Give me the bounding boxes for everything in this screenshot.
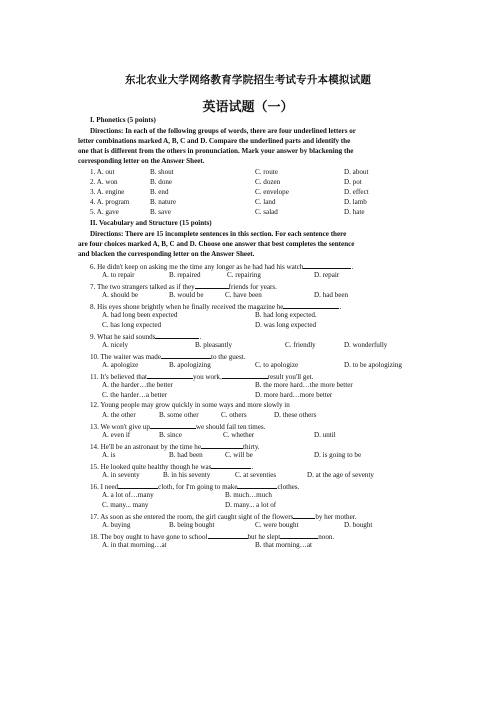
question-text: by her mother. <box>315 513 357 521</box>
question-text: 13. We won't give up <box>90 423 150 431</box>
phonetics-directions-line: Directions: In each of the following groups of words, there are four underlined letters or <box>90 127 356 135</box>
option-d: D. lamb <box>344 198 367 206</box>
option-b: B. being bought <box>169 521 215 529</box>
question-text: 15. He looked quite healthy though he was <box>90 463 212 471</box>
option-d: D. at the age of seventy <box>307 471 374 479</box>
option-d: D. many... a lot of <box>225 501 277 509</box>
option-b: B. since <box>159 431 182 439</box>
option-c: C. will be <box>225 451 253 459</box>
answer-blank <box>237 481 277 489</box>
option-b: B. in his seventy <box>163 471 211 479</box>
vocab-directions-line: are four choices marked A, B, C and D. Choose one answer that best completes the sentence <box>78 240 355 248</box>
option-c: C. whether <box>223 431 255 439</box>
answer-blank <box>283 301 342 311</box>
option-b: B. done <box>150 178 173 186</box>
question-12: 12. Young people may grow quickly in some ways and more slowly in <box>90 401 290 409</box>
question-text: to the guest. <box>210 353 246 361</box>
question-text: . <box>339 303 342 311</box>
option-d: D. is going to be <box>314 451 362 459</box>
option-c: C. has long expected <box>102 321 162 329</box>
option-d: D. repair <box>314 271 340 279</box>
option-d: D. these others <box>274 411 317 419</box>
answer-blank <box>211 461 254 471</box>
question-text: but he slept <box>247 533 281 541</box>
option-b: B. save <box>150 208 171 216</box>
question-text: 8. His eyes shone brightly when he finally received the magazine he <box>90 303 284 311</box>
section-phonetics-heading: I. Phonetics (5 points) <box>90 116 156 124</box>
option-c: C. at seventies <box>235 471 277 479</box>
option-b: B. repaired <box>169 271 201 279</box>
option-c: C. others <box>221 411 247 419</box>
option-c: C. to apologize <box>255 361 299 369</box>
question-text: you work, <box>192 373 222 381</box>
answer-blank <box>201 441 243 449</box>
option-b: B. apologizing <box>169 361 211 369</box>
option-a: A. the harder…the better <box>102 381 173 389</box>
answer-blank <box>195 281 229 289</box>
question-text: friends for years. <box>228 283 277 291</box>
question-text: 11. It's believed that <box>90 373 147 381</box>
answer-blank <box>155 331 202 341</box>
question-text: 10. The waiter was made <box>90 353 161 361</box>
question-text: . <box>199 333 202 341</box>
answer-blank <box>150 421 196 429</box>
option-a: A. apologize <box>102 361 139 369</box>
option-d: D. more hard…more better <box>255 391 333 399</box>
option-a: 5. A. gave <box>90 208 119 216</box>
option-b: B. had been <box>169 451 203 459</box>
option-b: B. end <box>150 188 169 196</box>
option-b: B. would be <box>169 291 204 299</box>
option-c: C. envelope <box>255 188 289 196</box>
option-d: D. pot <box>344 178 362 186</box>
option-a: A. in that morning…at <box>102 541 167 549</box>
option-d: D. to be apologizing <box>344 361 402 369</box>
question-text: 9. What he said sounds <box>90 333 156 341</box>
option-b: B. some other <box>159 411 199 419</box>
question-text: 18. The boy ought to have gone to school <box>90 533 208 541</box>
option-a: A. in seventy <box>102 471 140 479</box>
phonetics-directions-line: letter combinations marked A, B, C and D. Compare the underlined parts and identify the <box>78 137 351 145</box>
option-a: A. buying <box>102 521 131 529</box>
phonetics-directions-line: corresponding letter on the Answer Sheet. <box>78 157 205 165</box>
question-text: result you'll get. <box>267 373 314 381</box>
vocab-directions-line: and blacken the corresponding letter on the Answer Sheet. <box>78 250 255 258</box>
option-a: 1. A. out <box>90 168 115 176</box>
option-d: D. hate <box>344 208 365 216</box>
question-text: 7. The two strangers talked as if they <box>90 283 195 291</box>
option-a: A. is <box>102 451 116 459</box>
question-text: noon. <box>318 533 335 541</box>
option-c: C. were bought <box>255 521 299 529</box>
option-b: B. much…much <box>225 491 272 499</box>
option-c: C. salad <box>255 208 278 216</box>
exam-subtitle: 英语试题（一） <box>202 99 294 114</box>
exam-title: 东北农业大学网络教育学院招生考试专升本模拟试题 <box>124 75 372 86</box>
question-text: 16. I need <box>90 483 119 491</box>
question-14 <box>78 441 442 452</box>
option-d: D. effect <box>344 188 369 196</box>
question-text: clothes. <box>277 483 300 491</box>
option-c: C. friendly <box>285 341 316 349</box>
phonetics-directions-line: one that is different from the others in pronunciation. Mark your answer by blackening the <box>78 147 354 155</box>
option-a: A. should be <box>102 291 139 299</box>
question-text: thirty. <box>243 443 260 451</box>
option-c: C. dozen <box>255 178 281 186</box>
option-b: B. shout <box>150 168 174 176</box>
answer-blank <box>161 351 211 359</box>
answer-blank <box>222 371 268 379</box>
option-a: A. a lot of…many <box>102 491 154 499</box>
option-c: C. repairing <box>227 271 261 279</box>
option-a: A. had long been expected <box>102 311 178 319</box>
question-9 <box>78 331 442 342</box>
answer-blank <box>118 481 158 489</box>
option-c: C. route <box>255 168 278 176</box>
question-13 <box>78 421 442 432</box>
question-text: cloth, for I'm going to make <box>158 483 238 491</box>
vocab-directions-line: Directions: There are 15 incomplete sentences in this section. For each sentence there <box>90 230 347 238</box>
question-text: 6. He didn't keep on asking me the time any longer as he had had his watch <box>90 263 304 271</box>
option-a: A. nicely <box>102 341 129 349</box>
option-b: B. nature <box>150 198 177 206</box>
option-d: D. about <box>344 168 369 176</box>
option-b: B. the more hard…the more better <box>255 381 353 389</box>
option-b: B. pleasantly <box>195 341 233 349</box>
option-a: 2. A. won <box>90 178 118 186</box>
option-d: D. had been <box>314 291 349 299</box>
option-d: D. was long expected <box>255 321 317 329</box>
option-d: D. until <box>314 431 336 439</box>
option-d: D. wonderfully <box>344 341 388 349</box>
answer-blank <box>293 511 315 519</box>
option-b: B. had long expected. <box>255 311 317 319</box>
question-text: . <box>351 263 354 271</box>
question-text: . <box>251 463 254 471</box>
option-a: 3. A. engine <box>90 188 125 196</box>
question-text: 14. He'll be an astronaut by the time he <box>90 443 202 451</box>
option-c: C. many... many <box>102 501 149 509</box>
question-text: 17. As soon as she entered the room, the girl caught sight of the flowers <box>90 513 294 521</box>
option-a: A. the other <box>102 411 136 419</box>
option-a: 4. A. program <box>90 198 130 206</box>
section-vocabulary-heading: II. Vocabulary and Structure (15 points) <box>90 219 212 227</box>
answer-blank <box>303 261 354 271</box>
answer-blank <box>280 531 318 539</box>
option-c: C. land <box>255 198 276 206</box>
answer-blank <box>147 371 193 379</box>
option-c: C. the harder…a better <box>102 391 167 399</box>
question-text: we should fail ten times. <box>195 423 266 431</box>
option-a: A. to repair <box>102 271 135 279</box>
answer-blank <box>208 531 248 539</box>
option-a: A. even if <box>102 431 131 439</box>
option-d: D. bought <box>344 521 373 529</box>
option-c: C. have been <box>225 291 262 299</box>
option-b: B. that morning…at <box>255 541 312 549</box>
